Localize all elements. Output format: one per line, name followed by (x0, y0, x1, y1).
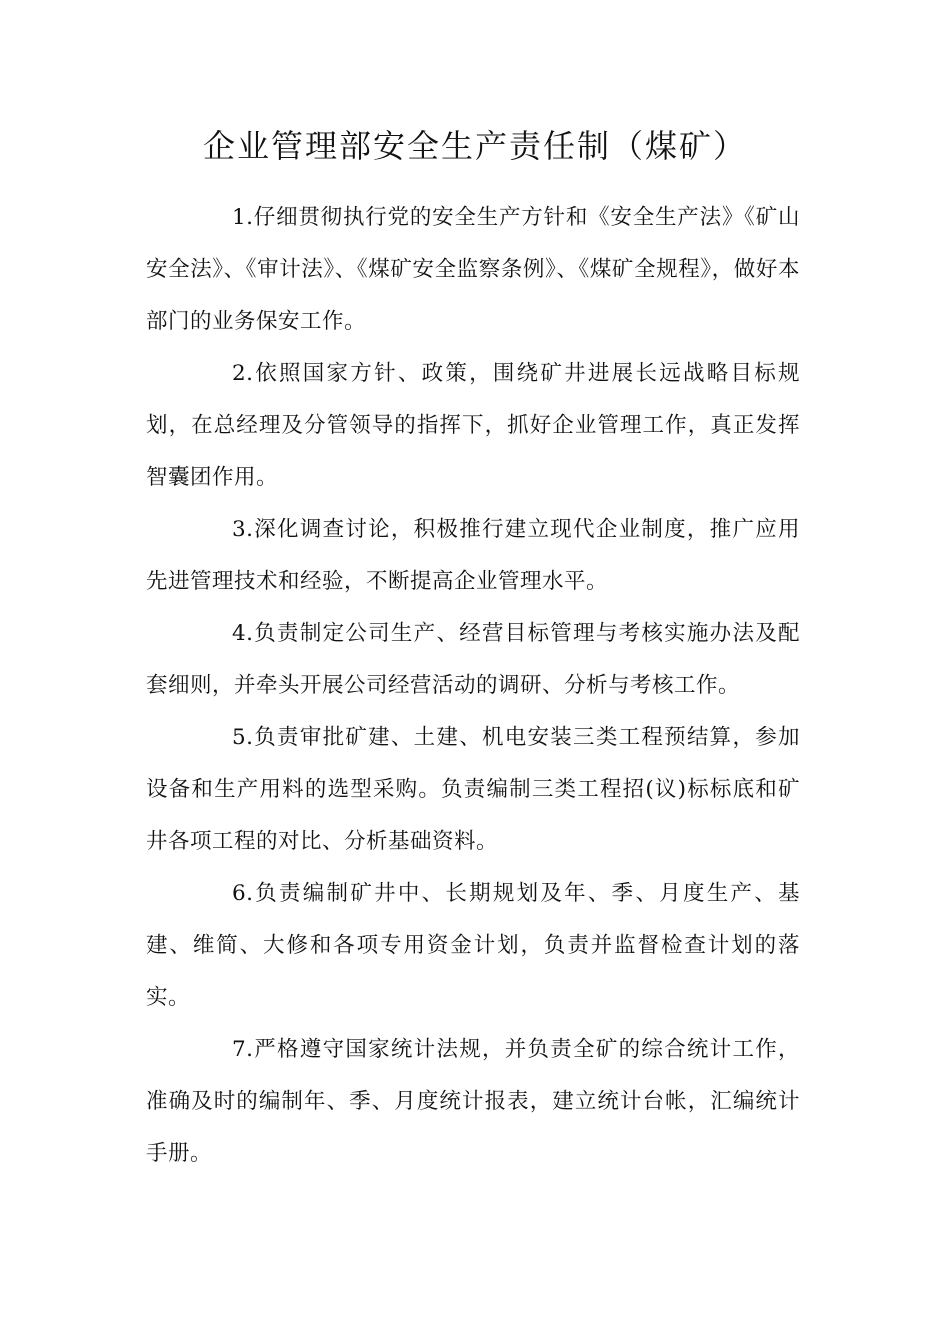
paragraph-2: 2.依照国家方针、政策，围绕矿井进展长远战略目标规划，在总经理及分管领导的指挥下，抓好企业管理工作，真正发挥智囊团作用。 (146, 361, 800, 490)
paragraph-4: 4.负责制定公司生产、经营目标管理与考核实施办法及配套细则，并牵头开展公司经营活动的调研、分析与考核工作。 (146, 621, 800, 698)
paragraph-6: 6.负责编制矿井中、长期规划及年、季、月度生产、基建、维简、大修和各项专用资金计划，负责并监督检查计划的落实。 (146, 881, 800, 1010)
paragraph-1: 1.仔细贯彻执行党的安全生产方针和《安全生产法》《矿山安全法》、《审计法》、《煤矿安全监察条例》、《煤矿全规程》，做好本部门的业务保安工作。 (146, 205, 800, 334)
paragraph-3: 3.深化调查讨论，积极推行建立现代企业制度，推广应用先进管理技术和经验，不断提高企业管理水平。 (146, 517, 800, 594)
paragraph-5: 5.负责审批矿建、土建、机电安装三类工程预结算，参加设备和生产用料的选型采购。负责编制三类工程招(议)标标底和矿井各项工程的对比、分析基础资料。 (146, 725, 800, 854)
paragraph-7: 7.严格遵守国家统计法规，并负责全矿的综合统计工作，准确及时的编制年、季、月度统计报表，建立统计台帐，汇编统计手册。 (146, 1037, 800, 1166)
document-title: 企业管理部安全生产责任制（煤矿） (202, 127, 747, 165)
document-body (146, 192, 800, 1180)
